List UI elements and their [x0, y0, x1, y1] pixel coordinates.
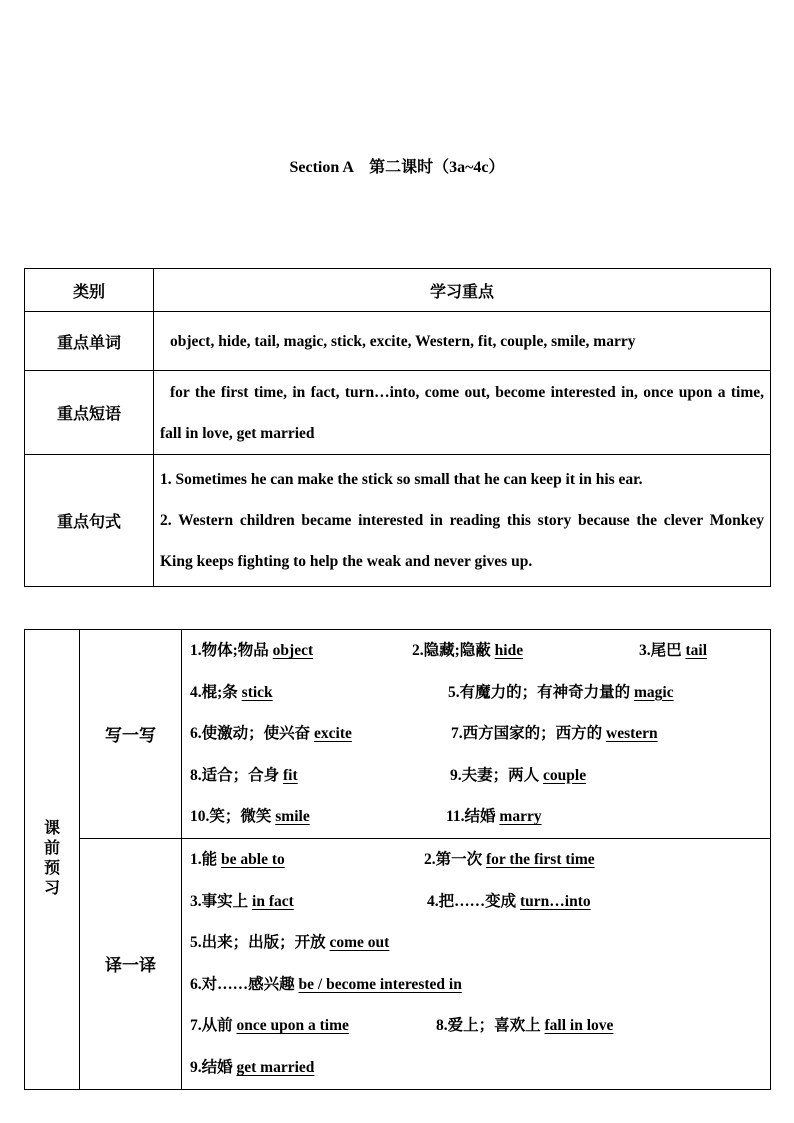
table-row	[25, 371, 771, 455]
list-item: 10.笑；微笑 smile 11.结婚 marry	[190, 808, 542, 826]
list-item: 5.出来；出版；开放 come out	[190, 934, 390, 952]
list-item: 6.使激动；使兴奋 excite 7.西方国家的；西方的 western	[190, 725, 658, 743]
list-item: 9.结婚 get married	[190, 1058, 315, 1076]
write-row	[25, 630, 771, 839]
header-focus: 学习重点	[154, 269, 771, 312]
preview-table	[24, 629, 771, 1090]
sentence-2: 2. Western children became interested in reading this story because the clever Monkey King keeps fighting to help the weak and never gives up.	[160, 512, 764, 570]
list-item: 7.从前 once upon a time 8.爱上；喜欢上 fall in love	[190, 1017, 614, 1035]
page-title: Section A 第二课时（3a~4c）	[289, 159, 505, 176]
list-item: 8.适合；合身 fit 9.夫妻；两人 couple	[190, 766, 587, 784]
row-category-words: 重点单词	[25, 312, 154, 371]
translate-label: 译一译	[80, 838, 182, 1089]
key-phrases-text: for the first time, in fact, turn…into, come out, become interested in, once upon a time, fall in love, get married	[160, 383, 764, 442]
header-category: 类别	[25, 269, 154, 312]
key-points-table	[24, 268, 771, 587]
translate-items	[182, 838, 771, 1089]
list-item: 1.能 be able to 2.第一次 for the first time	[190, 850, 595, 868]
write-label: 写一写	[80, 630, 182, 839]
row-category-phrases: 重点短语	[25, 371, 154, 455]
list-item: 1.物体;物品 object 2.隐藏;隐蔽 hide 3.尾巴 tail	[190, 642, 708, 659]
list-item: 3.事实上 in fact 4.把……变成 turn…into	[190, 892, 591, 910]
table-row	[25, 455, 771, 587]
key-sentences	[154, 455, 771, 587]
write-items	[182, 630, 771, 839]
preview-side-label: 课前预习	[25, 630, 80, 1090]
key-phrases	[154, 371, 771, 455]
table-header-row	[25, 269, 771, 312]
list-item: 6.对……感兴趣 be / become interested in	[190, 975, 462, 993]
sentence-1: 1. Sometimes he can make the stick so small that he can keep it in his ear.	[160, 471, 643, 488]
table-row	[25, 312, 771, 371]
key-words: object, hide, tail, magic, stick, excite, Western, fit, couple, smile, marry	[154, 312, 771, 371]
translate-row	[25, 838, 771, 1089]
list-item: 4.棍;条 stick 5.有魔力的；有神奇力量的 magic	[190, 683, 674, 701]
row-category-sentences: 重点句式	[25, 455, 154, 587]
